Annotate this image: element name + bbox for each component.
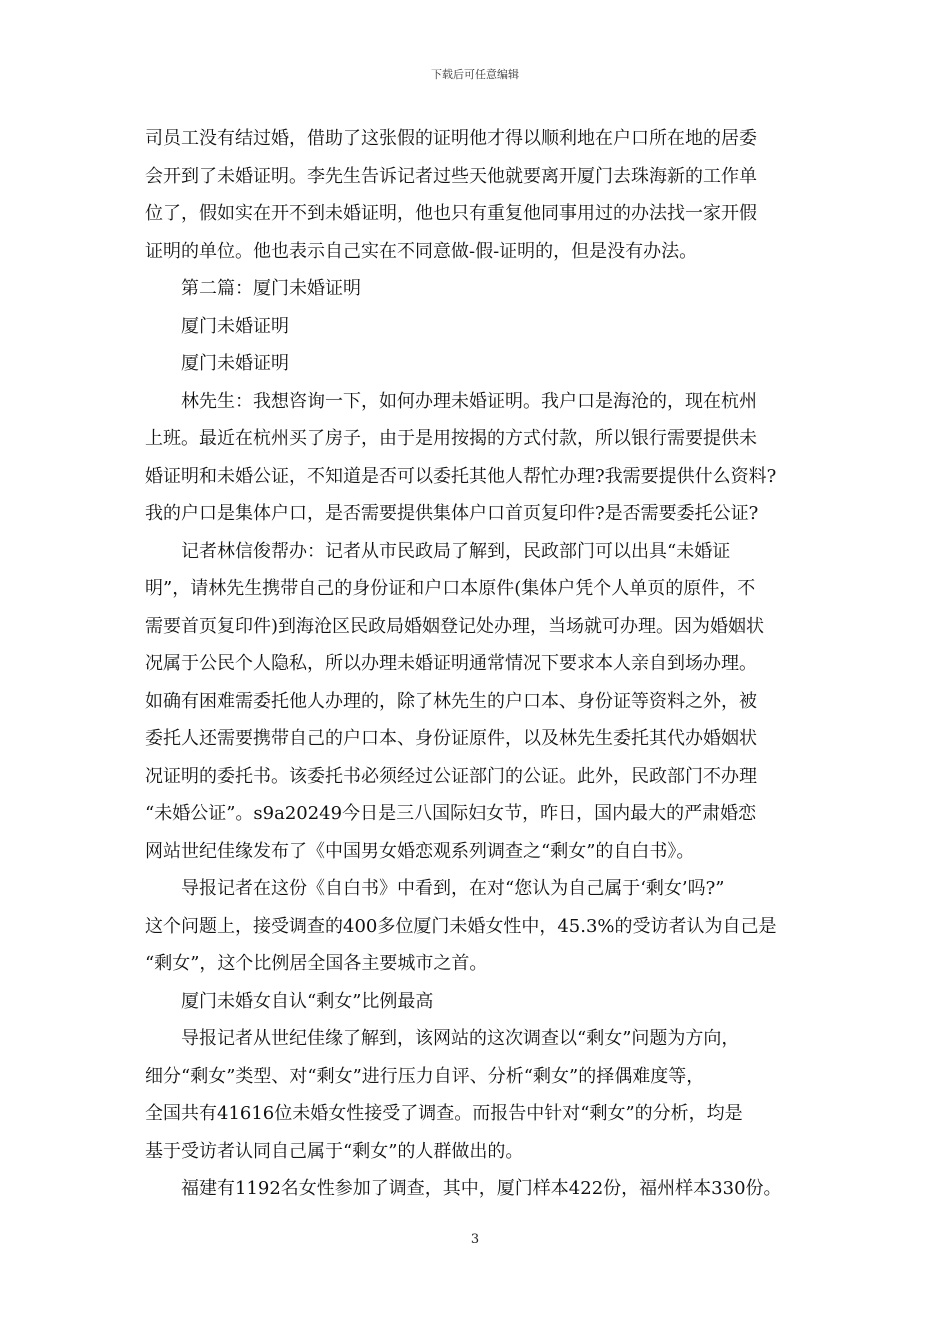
header-note: 下载后可任意编辑 [431,68,519,81]
text-line: 导报记者从世纪佳缘了解到，该网站的这次调查以“剩女”问题为方向， [181,1028,740,1049]
page-number: 3 [470,1232,480,1247]
text-line: 基于受访者认同自己属于“剩女”的人群做出的。 [145,1140,524,1162]
text-line: 需要首页复印件)到海沧区民政局婚姻登记处办理，当场就可办理。因为婚姻状 [145,615,765,637]
subheading: 厦门未婚女自认“剩女”比例最高 [181,990,434,1012]
text-line: 上班。最近在杭州买了房子，由于是用按揭的方式付款，所以银行需要提供未 [145,428,757,449]
text-line: 婚证明和未婚公证，不知道是否可以委托其他人帮忙办理?我需要提供什么资料? [145,465,777,487]
text-line: 委托人还需要携带自己的户口本、身份证原件，以及林先生委托其代办婚姻状 [145,728,757,749]
text-line: 网站世纪佳缘发布了《中国男女婚恋观系列调查之“剩女”的自白书》。 [145,840,695,862]
subheading: 厦门未婚证明 [181,353,289,374]
section-heading: 第二篇：厦门未婚证明 [181,278,361,299]
subheading: 厦门未婚证明 [181,315,289,337]
text-line: 导报记者在这份《自白书》中看到，在对“您认为自己属于‘剩女’吗?” [181,878,725,899]
text-line: 况证明的委托书。该委托书必须经过公证部门的公证。此外，民政部门不办理 [145,765,757,787]
text-line: 证明的单位。他也表示自己实在不同意做-假-证明的，但是没有办法。 [145,240,698,262]
text-line: 司员工没有结过婚，借助了这张假的证明他才得以顺利地在户口所在地的居委 [145,128,757,149]
text-line: “未婚公证”。s9a20249今日是三八国际妇女节，昨日，国内最大的严肃婚恋 [145,803,757,824]
text-line: 记者林信俊帮办：记者从市民政局了解到，民政部门可以出具“未婚证 [181,540,731,562]
text-line: 我的户口是集体户口，是否需要提供集体户口首页复印件?是否需要委托公证? [145,503,759,524]
text-line: 林先生：我想咨询一下，如何办理未婚证明。我户口是海沧的，现在杭州 [181,390,757,412]
text-line: 如确有困难需委托他人办理的，除了林先生的户口本、身份证等资料之外，被 [145,690,757,712]
text-line: 明”，请林先生携带自己的身份证和户口本原件(集体户凭个人单页的原件，不 [145,578,756,599]
text-line: 全国共有41616位未婚女性接受了调查。而报告中针对“剩女”的分析，均是 [145,1103,743,1124]
text-line: 福建有1192名女性参加了调查，其中，厦门样本422份，福州样本330份。 [181,1178,782,1199]
text-line: “剩女”，这个比例居全国各主要城市之首。 [145,953,488,974]
text-line: 位了，假如实在开不到未婚证明，他也只有重复他同事用过的办法找一家开假 [145,203,757,224]
document-body [145,120,810,1208]
text-line: 会开到了未婚证明。李先生告诉记者过些天他就要离开厦门去珠海新的工作单 [145,165,757,187]
text-line: 况属于公民个人隐私，所以办理未婚证明通常情况下要求本人亲自到场办理。 [145,653,757,674]
text-line: 细分“剩女”类型、对“剩女”进行压力自评、分析“剩女”的择偶难度等， [145,1065,705,1087]
text-line: 这个问题上，接受调查的400多位厦门未婚女性中，45.3%的受访者认为自己是 [145,915,777,937]
